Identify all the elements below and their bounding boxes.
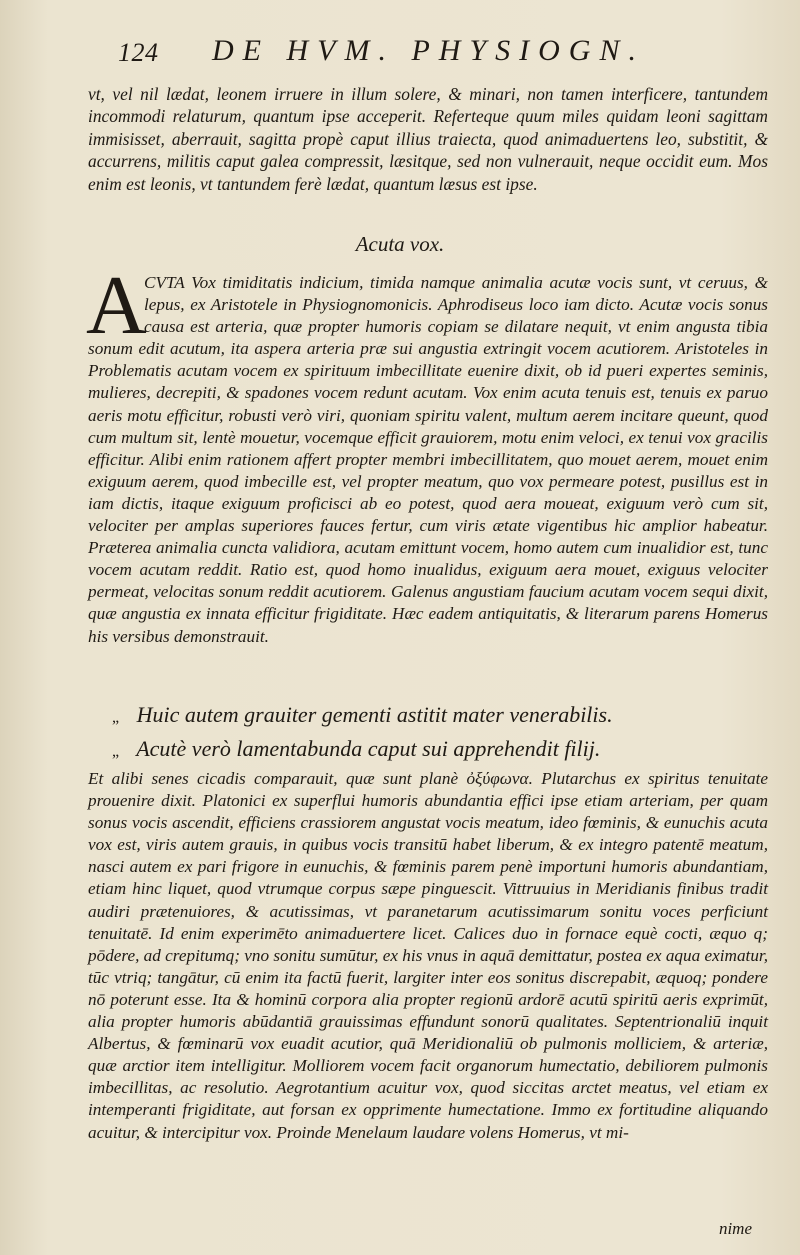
verse-line-2 <box>112 736 600 762</box>
quote-mark: „ <box>112 743 120 760</box>
verse-line-1 <box>112 702 613 728</box>
page-number: 124 <box>118 38 159 67</box>
drop-capital: A <box>86 259 147 352</box>
section-heading: Acuta vox. <box>355 232 445 256</box>
quote-mark: „ <box>112 709 120 726</box>
paragraph-acuta-vox <box>88 272 768 648</box>
paragraph-text: CVTA Vox timiditatis indicium, timida namque animalia acutæ vocis sunt, vt ceruus, & lepus, ex Aristotele in Physiognomonicis. Aphrodiseus loco iam dicto. Acutæ vocis sonus causa est arteria, quæ propter humoris copiam se dilatare nequit, vt enim angusta tibia sonum edit acutum, ita aspera arteria præ sui angustia extringit vocem acutiorem. Aristoteles in Problematis acutam vocem ex spirituum imbecillitate euenire dixit, ob id pueri expertes seminis, mulieres, decrepiti, & spadones vocem redunt acutam. Vox enim acuta tenuis est, tenuis ex paruo aeris motu efficitur, robusti verò viri, quoniam spiritu valent, multum aerem incitare queunt, quod cum multum sit, lentè mouetur, vocemque efficit grauiorem, motu enim veloci, ex tenui vox gracilis efficitur. Alibi enim rationem affert propter membri imbecillitatem, quo mouet aerem, mouet enim exiguum aerem, quod imbecille est, vel propter meatum, quo vox permeare potest, pusillus est in iam dictis, itaque exiguum proficisci ab eo potest, quod aera moueat, exiguum verò cum sit, velociter per amplas superiores fauces fertur, cum viris ætate vigentibus hic amplior habeatur. Præterea animalia cuncta validiora, acutam emittunt vocem, homo autem cum inualidior est, tunc vocem acutam reddit. Ratio est, quod homo inualidus, exiguum aera mouet, exiguus velociter permeat, velocitas sonum reddit acutiorem. Galenus angustiam faucium acutam vocem sequi dixit, quæ angustia ex innata efficitur frigiditate. Hæc eadem antiquitatis, & literarum parens Homerus his versibus demonstrauit. <box>88 273 768 646</box>
paragraph-text: Et alibi senes cicadis comparauit, quæ sunt planè ὀξύφωνα. Plutarchus ex spiritus tenuitate prouenire dixit. Platonici ex superflui humoris abundantia effici ipse etiam arteriam, per quam sonus vocis ascendit, efficiens crassiorem angustat vocis meatum, ideo fœminis, & eunuchis acuta vox est, viris autem grauis, in quibus vocis transitū habet liberum, & ex integro patentē meatum, nasci autem ex pari frigore in eunuchis, & fœminis parem penè importuni humoris abundantiam, etiam hinc liquet, quod vtrumque corpus sæpe pinguescit. Vittruuius in Meridianis finibus tradit audiri prætenuiores, & acutissimas, vt paranetarum acutissimarum sonitu voces perficiunt tenuitatē. Id enim experimēto animaduertere licet. Calices duo in fornace equè cocti, æquo q; pōdere, ad crepitumq; vno sonitu sumūtur, ex his vnus in aquā demittatur, postea ex aqua eximatur, tūc vtriq; tangātur, cū enim ita factū fuerit, largiter inter eos sonitus discrepabit, æquoq; pondere nō poterunt esse. Ita & hominū corpora alia propter regionū ardorē acutū spiritū aeris exprimūt, alia propter humoris abūdantiā grauissimas effundunt sonorū qualitates. Septentrionaliū inquit Albertus, & fœminarū vox euadit acutior, quā Meridionaliū ob pulmonis molliciem, & arteriæ, quæ arctior item intelligitur. Molliorem vocem facit organorum humectatio, debiliorem pulmonis imbecillitas, ac resolutio. Aegrotantium acuitur vox, quod siccitas arctet meatus, vel etiam ex intemperanti frigiditate, aut forsan ex opprimente humectatione. Immo ex fortitudine aliquando acuitur, & intercipitur vox. Proinde Menelaum laudare volens Homerus, vt mi- <box>88 769 768 1142</box>
verse-text: Acutè verò lamentabunda caput sui apprehendit filij. <box>136 736 601 761</box>
paragraph-text: vt, vel nil lædat, leonem irruere in illum solere, & minari, non tamen interficere, tantundem incommodi relaturum, quantum ipse acceperit. Referteque quum miles quidam leoni sagittam immisisset, aberrauit, sagitta propè caput illius traiecta, quod animaduertens leo, substitit, & accurrens, militis caput galea compressit, læsitque, sed non vulnerauit, neque occidit eum. Mos enim est leonis, vt tantundem ferè lædat, quantum læsus est ipse. <box>88 84 768 194</box>
catchword: nime <box>718 1219 752 1238</box>
verse-text: Huic autem grauiter gementi astitit mater venerabilis. <box>136 702 613 727</box>
page-header <box>0 34 800 74</box>
running-title: DE HVM. PHYSIOGN. <box>212 34 645 67</box>
paragraph-lion <box>88 83 768 195</box>
paragraph-senes <box>88 768 768 1144</box>
